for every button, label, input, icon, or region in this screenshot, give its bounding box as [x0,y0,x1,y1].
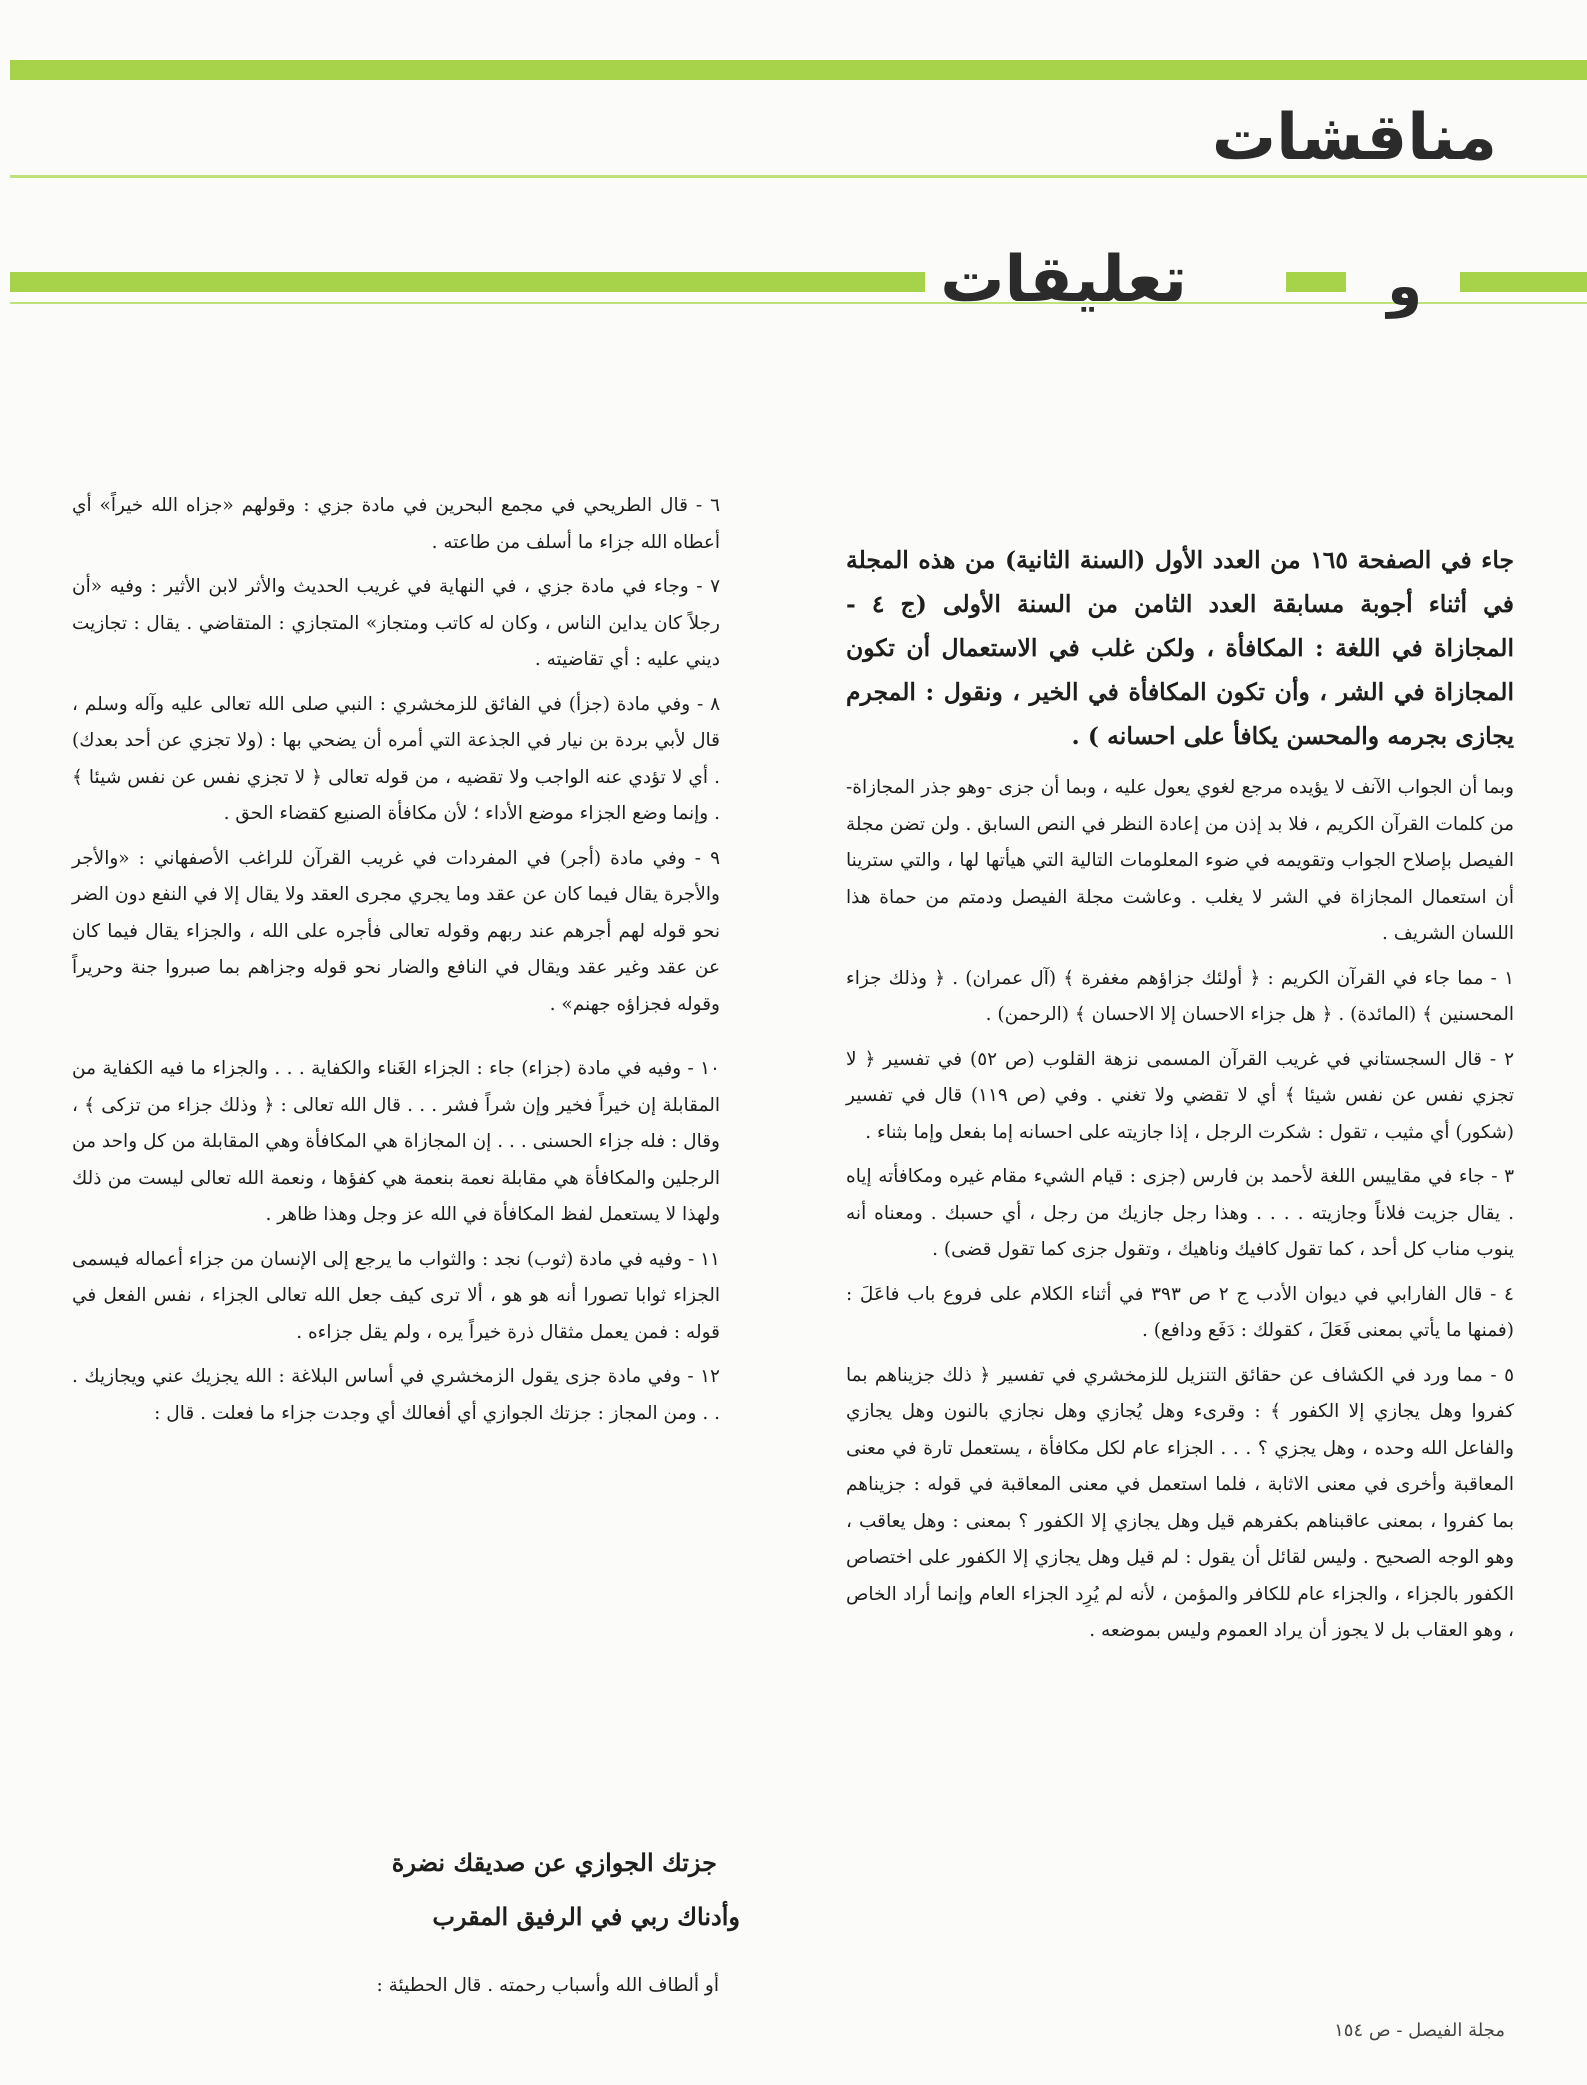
subtitle-band-middle [1286,272,1346,292]
intro-paragraph: وبما أن الجواب الآنف لا يؤيده مرجع لغوي يعول عليه ، وبما أن جزى -وهو جذر المجازاة- من كلمات القرآن الكريم ، فلا بد إذن من إعادة النظر في النص السابق . ولن تضن مجلة الفيصل بإصلاح الجواب وتقويمه في ضوء المعلومات التالية التي هيأتها لها ، والتي سترينا أن استعمال المجازاة في الشر لا يغلب . وعاشت مجلة الفيصل ودمتم من حماة هذا اللسان الشريف . [845,777,1514,944]
item-4: ٤ - قال الفارابي في ديوان الأدب ج ٢ ص ٣٩٣ في أثناء الكلام على فروع باب فاعَلَ : (فمنها ما يأتي بمعنى فَعَلَ ، كقولك : دَفَع ودافع) . [846,1283,1514,1341]
section-title-sub: تعليقات [940,243,1187,317]
item-10: ١٠ - وفيه في مادة (جزاء) جاء : الجزاء الغَناء والكفاية . . . والجزاء ما فيه الكفاية من المقابلة إن خيراً فخير وإن شراً فشر . . . قال الله تعالى : ﴿ وذلك جزاء من تزكى ﴾ ، وقال : فله جزاء الحسنى . . . إن المجازاة هي المكافأة وهي المقابلة من كل واحد من الرجلين والمكافأة هي مقابلة نعمة بنعمة هي كفؤها ، ونعمة الله تعالى ليست من ذلك ولهذا لا يستعمل لفظ المكافأة في الله عز وجل وهذا ظاهر . [72,1058,720,1225]
item-7: ٧ - وجاء في مادة جزي ، في النهاية في غريب الحديث والأثر لابن الأثير : وفيه «أن رجلاً كان يداين الناس ، وكان له كاتب ومتجاز» المتجازي : المتقاضي . يقال : تجازيت ديني عليه : أي تقاضيته . [72,576,720,670]
item-6: ٦ - قال الطريحي في مجمع البحرين في مادة جزي : وقولهم «جزاه الله خيراً» أي أعطاه الله جزاء ما أسلف من طاعته . [72,495,720,553]
subtitle-band-right [1460,272,1587,292]
item-3: ٣ - جاء في مقاييس اللغة لأحمد بن فارس (جزى : قيام الشيء مقام غيره ومكافأته إياه . يقال جزيت فلاناً وجازيته . . . . وهذا رجل جازيك من رجل ، أي حسبك . ومعناه أنه ينوب مناب كل أحد ، كما تقول كافيك وناهيك ، وتقول جزى كما تقول قضى) . [846,1166,1514,1260]
item-12: ١٢ - وفي مادة جزى يقول الزمخشري في أساس البلاغة : الله يجزيك عني ويجازيك . . . ومن المجاز : جزتك الجوازي أي أفعالك أي وجدت جزاء ما فعلت . قال : [72,1366,720,1424]
lead-paragraph: جاء في الصفحة ١٦٥ من العدد الأول (السنة الثانية) من هذه المجلة في أثناء أجوبة مسابقة العدد الثامن من السنة الأولى (ج ٤ - المجازاة في اللغة : المكافأة ، ولكن غلب في الاستعمال أن تكون المجازاة في الشر ، وأن تكون المكافأة في الخير ، ونقول : المجرم يجازى بجرمه والمحسن يكافأ على احسانه ) . [846,546,1515,750]
page-footer: مجلة الفيصل - ص ١٥٤ [1334,2020,1505,2041]
section-title-conjunction: و [1387,254,1422,319]
item-11: ١١ - وفيه في مادة (ثوب) نجد : والثواب ما يرجع إلى الإنسان من جزاء أعماله فيسمى الجزاء ثوابا تصورا أنه هو هو ، ألا ترى كيف جعل الله تعالى الجزاء ، نفس الفعل في قوله : فمن يعمل مثقال ذرة خيراً يره ، ولم يقل جزاءه . [72,1248,720,1343]
poem-verse-2: وأدناك ربي في الرفيق المقرب [432,1902,740,1931]
subtitle-underline-band [10,302,1587,304]
item-8: ٨ - وفي مادة (جزأ) في الفائق للزمخشري : النبي صلى الله تعالى عليه وآله وسلم ، قال لأبي بردة بن نيار في الجذعة التي أمره أن يضحي بها : (ولا تجزي عن أحد بعدك) . أي لا تؤدي عنه الواجب ولا تقضيه ، من قوله تعالى ﴿ لا تجزي نفس عن نفس شيئا ﴾ . وإنما وضع الجزاء موضع الأداء ؛ لأن مكافأة الصنيع كقضاء الحق . [72,693,720,824]
right-column [846,538,1514,1658]
poem-verse-1: جزتك الجوازي عن صديقك نضرة [391,1848,717,1877]
section-title-main: مناقشات [1211,101,1497,175]
left-column [72,488,720,1440]
item-1: ١ - مما جاء في القرآن الكريم : ﴿ أولئك جزاؤهم مغفرة ﴾ (آل عمران) . ﴿ وذلك جزاء المحسنين ﴾ (المائدة) . ﴿ هل جزاء الاحسان إلا الاحسان ﴾ (الرحمن) . [846,967,1514,1025]
closing-line: أو ألطاف الله وأسباب رحمته . قال الحطيئة : [376,1975,719,1996]
paragraph-gap [72,1031,720,1051]
subtitle-band-left [10,272,925,292]
item-2: ٢ - قال السجستاني في غريب القرآن المسمى نزهة القلوب (ص ٥٢) في تفسير ﴿ لا تجزي نفس عن نفس شيئا ﴾ أي لا تقضي ولا تغني . وفي (ص ١١٩) قال في تفسير (شكور) أي مثيب ، تقول : شكرت الرجل ، إذا جازيته على احسانه إما بفعل وإما بثناء . [846,1048,1514,1143]
top-green-band [10,60,1587,80]
item-9: ٩ - وفي مادة (أجر) في المفردات في غريب القرآن للراغب الأصفهاني : «والأجر والأجرة يقال فيما كان عن عقد وما يجري مجرى العقد ولا يقال إلا في النفع دون الضر نحو قوله لهم أجرهم عند ربهم وقوله تعالى فأجره على الله ، والجزاء يقال فيما كان عن عقد وغير عقد ويقال في النافع والضار نحو قوله وجزاهم بما صبروا جنة وحريراً وقوله فجزاؤه جهنم» . [72,847,720,1015]
item-5: ٥ - مما ورد في الكشاف عن حقائق التنزيل للزمخشري في تفسير ﴿ ذلك جزيناهم بما كفروا وهل يجازي إلا الكفور ﴾ : وقرىء وهل يُجازي وهل نجازي بالنون وهل يجازي والفاعل الله وحده ، وهل يجزي ؟ . . . الجزاء عام لكل مكافأة ، يستعمل تارة في معنى المعاقبة وأخرى في معنى الاثابة ، فلما استعمل في معنى المعاقبة في قوله : جزيناهم بما كفروا ، بمعنى عاقبناهم بكفرهم قيل وهل يجازي إلا الكفور ؟ بمعنى : وهل يعاقب ، وهو الوجه الصحيح . وليس لقائل أن يقول : لم قيل وهل يجازي إلا الكفور على اختصاص الكفور بالجزاء ، والجزاء عام للكافر والمؤمن ، لأنه لم يُرِد الجزاء العام وإنما أراد الخاص ، وهو العقاب بل لا يجوز أن يراد العموم وليس بموضعه . [846,1364,1514,1641]
